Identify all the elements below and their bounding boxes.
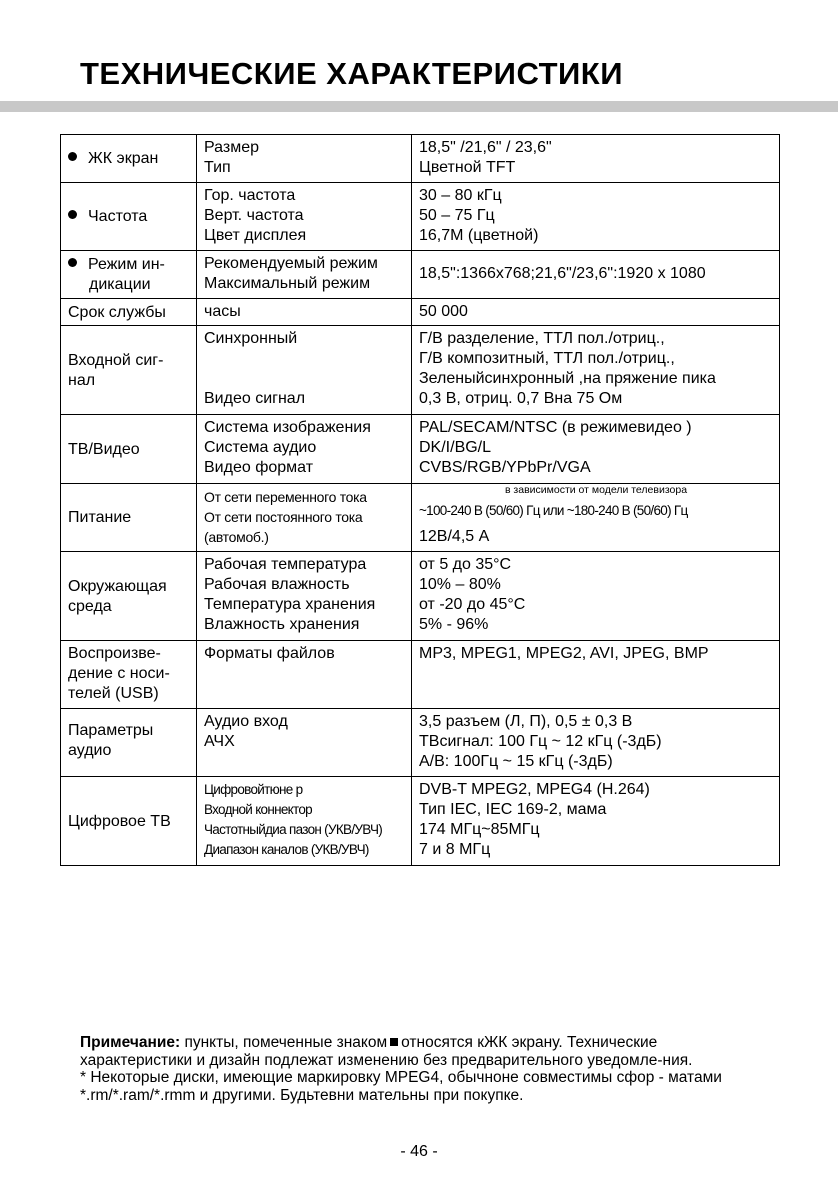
row-values-cell: Г/В разделение, ТТЛ пол./отриц., Г/В композитный, ТТЛ пол./отриц., Зеленыйсинхронный ,на пряжение пика 0,3 В, отриц. 0,7 Вна 75 Ом [412, 326, 780, 415]
row-label-cell: ТВ/Видео [61, 415, 197, 484]
row-params-cell: Система изображения Система аудио Видео формат [197, 415, 412, 484]
table-row [61, 415, 780, 484]
specifications-table [60, 134, 780, 866]
row-values-cell: 30 – 80 кГц 50 – 75 Гц 16,7M (цветной) [412, 183, 780, 251]
row-values-cell: от 5 до 35°C 10% – 80% от -20 до 45°C 5% - 96% [412, 552, 780, 641]
row-params-cell: Размер Тип [197, 135, 412, 183]
row-label-cell: ЖК экран [61, 135, 197, 183]
table-row [61, 552, 780, 641]
row-values-cell: в зависимости от модели телевизора ~100-240 В (50/60) Гц или ~180-240 В (50/60) Гц 12В/4,5 А [412, 484, 780, 552]
row-label-cell: Срок службы [61, 299, 197, 326]
row-values-cell: 50 000 [412, 299, 780, 326]
row-params-cell: От сети переменного тока От сети постоянного тока (автомоб.) [197, 484, 412, 552]
table-row [61, 135, 780, 183]
row-params-cell: Гор. частота Верт. частота Цвет дисплея [197, 183, 412, 251]
square-marker-icon [390, 1038, 398, 1046]
row-values-cell: 18,5":1366x768;21,6"/23,6":1920 x 1080 [412, 251, 780, 299]
row-values-cell: PAL/SECAM/NTSC (в режимевидео ) DK/I/BG/L CVBS/RGB/YPbPr/VGA [412, 415, 780, 484]
row-params-cell: Рабочая температура Рабочая влажность Температура хранения Влажность хранения [197, 552, 412, 641]
row-label-cell: Питание [61, 484, 197, 552]
table-row [61, 484, 780, 552]
row-params-cell: Цифровойтюне р Входной коннектор Частотныйдиа пазон (УКВ/УВЧ) Диапазон каналов (УКВ/УВЧ) [197, 777, 412, 866]
page-title: ТЕХНИЧЕСКИЕ ХАРАКТЕРИСТИКИ [80, 56, 623, 91]
page-number: - 46 - [400, 1143, 438, 1160]
row-label-cell: Параметры аудио [61, 709, 197, 777]
note-paragraph-mpeg4: * Некоторые диски, имеющие маркировку MPEG4, обычноне совместимы сфор - матами *.rm/*.ram/*.rmm и другими. Будьтевни мательны при покупке. [80, 1069, 722, 1104]
table-row [61, 641, 780, 709]
bullet-icon [68, 210, 77, 219]
row-params-cell: часы [197, 299, 412, 326]
bullet-icon [68, 258, 77, 267]
row-params-cell: Форматы файлов [197, 641, 412, 709]
note-label: Примечание: [80, 1034, 181, 1051]
row-values-cell: 3,5 разъем (Л, П), 0,5 ± 0,3 В ТВсигнал: 100 Гц ~ 12 кГц (-3дБ) А/В: 100Гц ~ 15 кГц (-3дБ) [412, 709, 780, 777]
row-label-cell: Воспроизве- дение с носи- телей (USB) [61, 641, 197, 709]
row-params-cell: Синхронный Видео сигнал [197, 326, 412, 415]
table-row [61, 183, 780, 251]
footnote [80, 1034, 770, 1104]
row-params-cell: Аудио вход АЧХ [197, 709, 412, 777]
row-label-cell: Окружающая среда [61, 552, 197, 641]
row-label-cell: Цифровое ТВ [61, 777, 197, 866]
table-row [61, 709, 780, 777]
table-row [61, 326, 780, 415]
row-label-cell: Частота [61, 183, 197, 251]
row-label-cell: Режим ин- дикации [61, 251, 197, 299]
title-underline-bar [0, 101, 838, 112]
row-values-cell: DVB-T MPEG2, MPEG4 (H.264) Тип IEC, IEC 169-2, мама 174 МГц~85МГц 7 и 8 МГц [412, 777, 780, 866]
row-values-cell: MP3, MPEG1, MPEG2, AVI, JPEG, BMP [412, 641, 780, 709]
bullet-icon [68, 152, 77, 161]
note-paragraph: Примечание: пункты, помеченные знаком относятся кЖК экрану. Технические характеристики и дизайн подлежат изменению без предварительного уведомле-ния. [80, 1034, 693, 1069]
table-row [61, 251, 780, 299]
table-row [61, 777, 780, 866]
row-label-cell: Входной сиг- нал [61, 326, 197, 415]
row-values-cell: 18,5" /21,6" / 23,6" Цветной TFT [412, 135, 780, 183]
table-row [61, 299, 780, 326]
row-params-cell: Рекомендуемый режим Максимальный режим [197, 251, 412, 299]
